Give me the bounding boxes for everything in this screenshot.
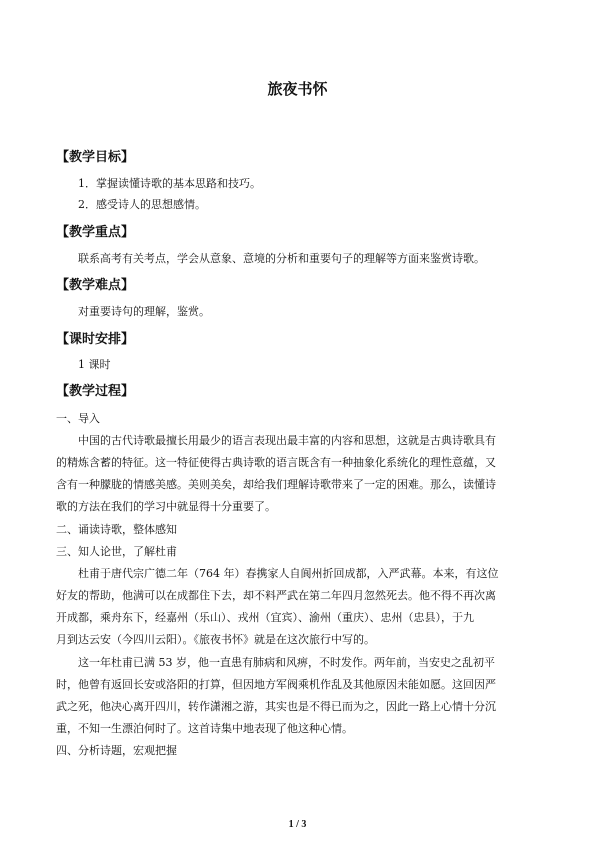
process-step-1: 一、导入 bbox=[56, 412, 100, 425]
objective-item-1: 1．掌握读懂诗歌的基本思路和技巧。 bbox=[78, 177, 261, 190]
paragraph-3-line-1: 这一年杜甫已满 53 岁，他一直患有肺病和风痹，不时发作。两年前，当安史之乱初平 bbox=[78, 656, 495, 669]
heading-schedule: 【课时安排】 bbox=[56, 332, 135, 347]
objective-item-2: 2．感受诗人的思想感情。 bbox=[78, 198, 206, 211]
paragraph-3-line-4: 重，不知一生漂泊何时了。这首诗集中地表现了他这种心情。 bbox=[56, 722, 353, 735]
process-step-3: 三、知人论世，了解杜甫 bbox=[56, 545, 177, 558]
process-step-2: 二、诵读诗歌，整体感知 bbox=[56, 523, 177, 536]
heading-difficulties: 【教学难点】 bbox=[56, 278, 135, 293]
paragraph-2-line-4: 月到达云安（今四川云阳）。《旅夜书怀》就是在这次旅行中写的。 bbox=[56, 633, 375, 646]
page-number: 1 / 3 bbox=[288, 819, 307, 830]
paragraph-1-line-3: 含有一种朦胧的情感美感。美则美矣，却给我们理解诗歌带来了一定的困难。那么，读懂诗 bbox=[56, 478, 496, 491]
process-step-4: 四、分析诗题，宏观把握 bbox=[56, 744, 177, 757]
paragraph-3-line-2: 时，他曾有返回长安或洛阳的打算，但因地方军阀乘机作乱及其他原因未能如愿。这回因严 bbox=[56, 678, 496, 691]
schedule-text: 1 课时 bbox=[78, 358, 111, 371]
heading-process: 【教学过程】 bbox=[56, 384, 135, 399]
paragraph-2-line-1: 杜甫于唐代宗广德二年（764 年）春携家人自阆州折回成都，入严武幕。本来，有这位 bbox=[78, 567, 499, 580]
paragraph-1-line-1: 中国的古代诗歌最擅长用最少的语言表现出最丰富的内容和思想，这就是古典诗歌具有 bbox=[78, 434, 496, 447]
heading-key-points: 【教学重点】 bbox=[56, 225, 135, 240]
paragraph-3-line-3: 武之死，他决心离开四川，转作潇湘之游，其实也是不得已而为之，因此一路上心情十分沉 bbox=[56, 700, 496, 713]
paragraph-1-line-4: 歌的方法在我们的学习中就显得十分重要了。 bbox=[56, 500, 276, 513]
difficulties-text: 对重要诗句的理解，鉴赏。 bbox=[78, 305, 210, 318]
paragraph-1-line-2: 的精炼含蓄的特征。这一特征使得古典诗歌的语言既含有一种抽象化系统化的理性意蕴，又 bbox=[56, 456, 496, 469]
paragraph-2-line-3: 开成都，乘舟东下，经嘉州（乐山）、戎州（宜宾）、渝州（重庆）、忠州（忠县），于九 bbox=[56, 611, 474, 624]
paragraph-2-line-2: 好友的帮助，他满可以在成都住下去，却不料严武在第二年四月忽然死去。他不得不再次离 bbox=[56, 589, 496, 602]
key-points-text: 联系高考有关考点，学会从意象、意境的分析和重要句子的理解等方面来鉴赏诗歌。 bbox=[78, 252, 485, 265]
document-title: 旅夜书怀 bbox=[267, 80, 328, 98]
heading-objectives: 【教学目标】 bbox=[56, 150, 135, 165]
